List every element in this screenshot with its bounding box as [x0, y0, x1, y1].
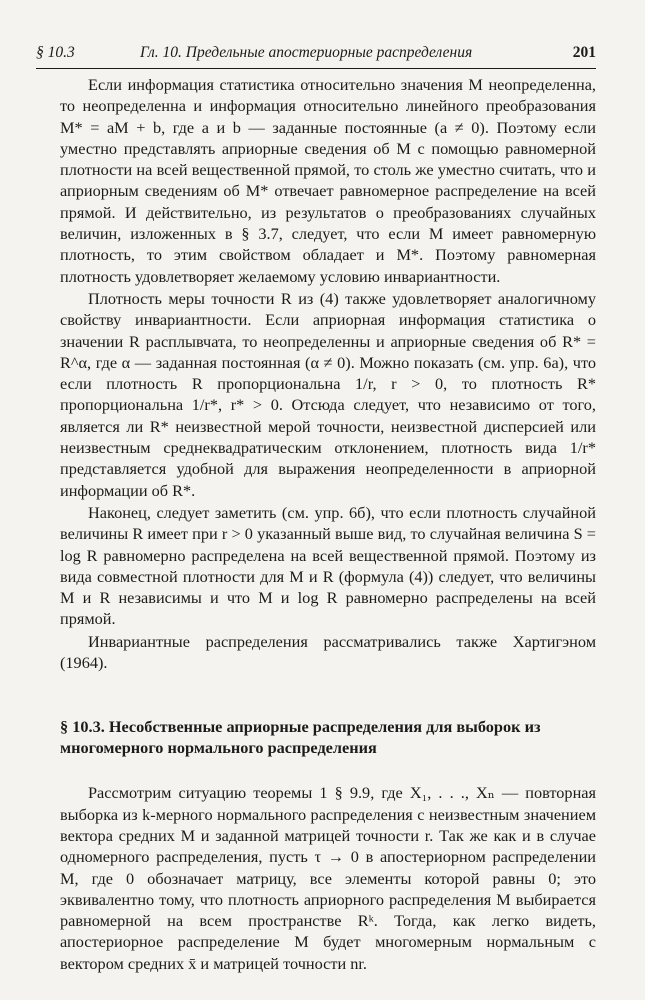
header-section-number: § 10.3	[36, 44, 75, 61]
header-chapter-title: Гл. 10. Предельные апостериорные распределения	[140, 44, 473, 61]
section-heading: § 10.3. Несобственные априорные распределения для выборок из многомерного нормального распределения	[60, 717, 541, 758]
body-text	[60, 74, 596, 974]
paragraph-precision-invariance: Плотность меры точности R из (4) также удовлетворяет аналогичному свойству инвариантности. Если априорная информация статистика о значении R расплывчата, то неопределенны и априорные сведения об R* = R^α, где α — заданная постоянная (α ≠ 0). Можно показать (см. упр. 6а), что если плотность R пропорциональна 1/r, r > 0, то плотность R* пропорциональна 1/r*, r* > 0. Отсюда следует, что независимо от того, является ли R* неизвестной мерой точности, неизвестной дисперсией или неизвестным среднеквадратическим отклонением, плотность вида 1/r* представляется удобной для выражения неопределенности в априорной информации об R*.	[60, 288, 596, 500]
paragraph-invariance-uniform: Если информация статистика относительно значения M неопределенна, то неопределенна и информация относительно линейного преобразования M* = aM + b, где a и b — заданные постоянные (a ≠ 0). Поэтому если уместно представлять априорные сведения об M с помощью равномерной плотности на всей вещественной прямой, то столь же уместно считать, что и априорным сведениям об M* отвечает равномерное распределение на всей прямой. И действительно, из результатов о преобразованиях случайных величин, изложенных в § 3.7, следует, что если M имеет равномерную плотность, то этим свойством обладает и M*. Поэтому равномерная плотность удовлетворяет желаемому условию инвариантности.	[60, 75, 596, 286]
running-header	[36, 44, 596, 69]
paragraph-hartigan-reference: Инвариантные распределения рассматривались также Хартигэном (1964).	[60, 631, 596, 673]
page-number: 201	[572, 44, 596, 61]
paragraph-multivariate-normal: Рассмотрим ситуацию теоремы 1 § 9.9, где X₁, . . ., Xₙ — повторная выборка из k-мерного нормального распределения с неизвестным значением вектора средних M и заданной матрицей точности r. Так же как и в случае одномерного распределения, пусть τ → 0 в апостериорном распределении M, где 0 обозначает матрицу, все элементы которой равны 0; это эквивалентно тому, что плотность априорного распределения M выбирается равномерной на всем пространстве Rᵏ. Тогда, как легко видеть, апостериорное распределение M будет многомерным нормальным с вектором средних x̄ и матрицей точности nr.	[60, 783, 596, 973]
paragraph-log-transform: Наконец, следует заметить (см. упр. 6б), что если плотность случайной величины R имеет при r > 0 указанный выше вид, то случайная величина S = log R равномерно распределена на всей вещественной прямой. Поэтому из вида совместной плотности для M и R (формула (4)) следует, что величины M и R независимы и что M и log R равномерно распределены на всей прямой.	[60, 502, 596, 629]
